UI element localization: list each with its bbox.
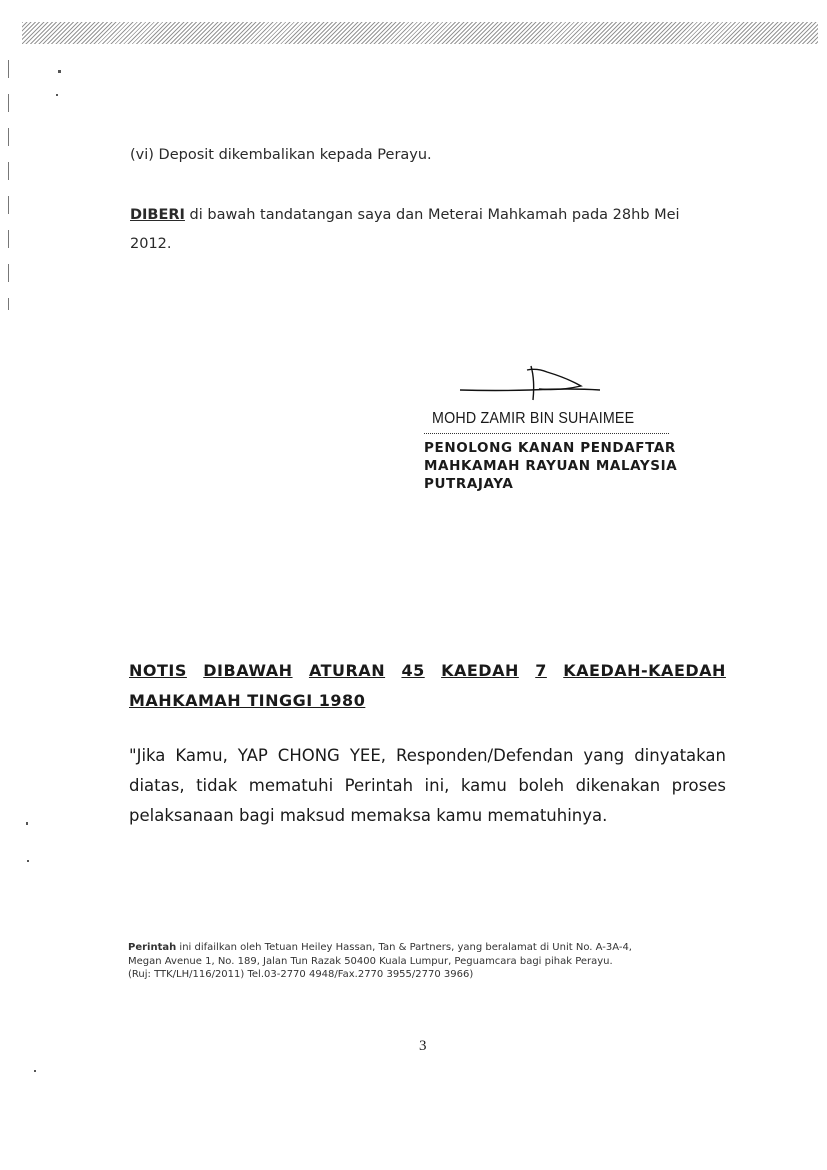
- scan-edge-line: [8, 60, 9, 310]
- heading-word: DIBAWAH: [203, 661, 293, 680]
- given-keyword: DIBERI: [130, 207, 185, 223]
- page-number: 3: [419, 1038, 427, 1054]
- footer-keyword: Perintah: [128, 942, 177, 953]
- heading-word: ATURAN: [308, 661, 386, 680]
- heading-word: NOTIS: [129, 661, 187, 680]
- notice-heading: [129, 656, 726, 716]
- footer-line3: (Ruj: TTK/LH/116/2011) Tel.03-2770 4948/Fax.2770 3955/2770 3966): [128, 969, 474, 980]
- scan-artifact-bar: [22, 22, 818, 44]
- scan-speck: [58, 70, 61, 73]
- heading-word: 7: [535, 661, 547, 680]
- given-clause: [130, 201, 730, 259]
- signature-dotted-line: [424, 433, 669, 434]
- deposit-clause: (vi) Deposit dikembalikan kepada Perayu.: [130, 147, 432, 163]
- footer-line1: ini difailkan oleh Tetuan Heiley Hassan, Tan & Partners, yang beralamat di Unit No. A-3A-4,: [176, 942, 632, 953]
- heading-word: KAEDAH: [441, 661, 519, 680]
- signatory-title-line2: MAHKAMAH RAYUAN MALAYSIA: [424, 458, 678, 474]
- signatory-title-line1: PENOLONG KANAN PENDAFTAR: [424, 440, 676, 456]
- scan-speck: [34, 1070, 36, 1072]
- scan-speck: [56, 94, 58, 96]
- given-text-line2: 2012.: [130, 236, 172, 252]
- scan-speck: [26, 822, 28, 825]
- notice-heading-line2: [129, 686, 726, 716]
- heading-line2-text: MAHKAMAH TINGGI 1980: [129, 691, 366, 710]
- signatory-name: MOHD ZAMIR BIN SUHAIMEE: [432, 410, 635, 427]
- given-text-line1: di bawah tandatangan saya dan Meterai Mahkamah pada 28hb Mei: [184, 207, 680, 223]
- heading-word: 45: [401, 661, 425, 680]
- notice-heading-line1: [129, 656, 726, 686]
- footer-line2: Megan Avenue 1, No. 189, Jalan Tun Razak 50400 Kuala Lumpur, Peguamcara bagi pihak Perayu.: [128, 955, 613, 967]
- notice-body: "Jika Kamu, YAP CHONG YEE, Responden/Defendan yang dinyatakan diatas, tidak mematuhi Perintah ini, kamu boleh dikenakan proses pelaksanaan bagi maksud memaksa kamu mematuhinya.: [129, 746, 726, 825]
- signatory-title-line3: PUTRAJAYA: [424, 476, 514, 492]
- footer-filing-note: [128, 941, 728, 982]
- signature-image: [455, 360, 615, 405]
- scan-speck: [27, 860, 29, 862]
- heading-word: KAEDAH-KAEDAH: [563, 661, 726, 680]
